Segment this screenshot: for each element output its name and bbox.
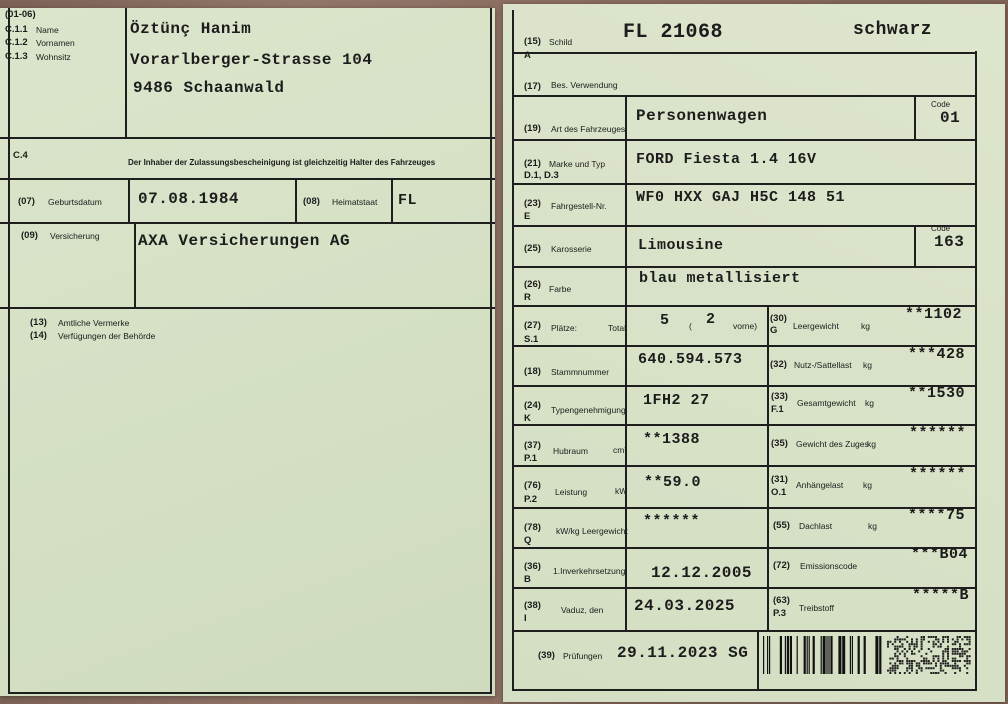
- field-label: Gewicht des Zuges: [796, 439, 869, 449]
- field-code: B: [524, 574, 531, 585]
- divider: [512, 465, 977, 467]
- field-code: (32): [770, 359, 787, 370]
- displacement-value: **1388: [643, 431, 701, 448]
- field-code: (24): [524, 400, 541, 411]
- field-label: Plätze:: [551, 323, 577, 333]
- field-code: (07): [18, 196, 35, 207]
- field-label: Heimatstaat: [332, 197, 378, 207]
- vin-value: WF0 HXX GAJ H5C 148 51: [636, 189, 846, 206]
- field-code: (13): [30, 317, 47, 328]
- divider: [914, 226, 916, 267]
- holder-street: Vorarlberger-Strasse 104: [130, 51, 373, 69]
- field-label: (: [689, 321, 692, 331]
- field-code: (72): [773, 560, 790, 571]
- field-label: Leistung: [555, 487, 588, 497]
- body-value: Limousine: [638, 237, 724, 254]
- unit-label: kg: [861, 321, 870, 331]
- divider: [512, 225, 977, 227]
- first-registration-value: 12.12.2005: [651, 564, 753, 582]
- home-state-value: FL: [398, 192, 418, 209]
- divider: [512, 424, 977, 426]
- field-code: (76): [524, 480, 541, 491]
- field-label: Prüfungen: [563, 651, 603, 661]
- trailer-load-value: ******: [909, 466, 967, 483]
- unit-label: kg: [863, 360, 872, 370]
- field-label: Wohnsitz: [36, 52, 71, 62]
- field-label: Hubraum: [553, 446, 588, 456]
- field-code: (18): [524, 366, 541, 377]
- divider: [8, 692, 490, 694]
- field-label: vorne): [733, 321, 758, 331]
- field-code: (14): [30, 330, 47, 341]
- divider: [512, 52, 977, 54]
- field-label: Bes. Verwendung: [551, 80, 618, 90]
- divider: [512, 547, 977, 549]
- issue-date-value: 24.03.2025: [634, 597, 736, 615]
- left-page: [0, 8, 495, 696]
- divider: [914, 96, 916, 140]
- field-code: (27): [524, 320, 541, 331]
- field-label: Karosserie: [551, 244, 592, 254]
- divider: [0, 178, 495, 180]
- field-code: (09): [21, 230, 38, 241]
- field-label: Geburtsdatum: [48, 197, 102, 207]
- divider: [0, 307, 495, 309]
- field-code: (39): [538, 650, 555, 661]
- divider: [512, 139, 977, 141]
- kw-per-kg-value: ******: [643, 513, 701, 530]
- field-label: Nutz-/Sattellast: [794, 360, 852, 370]
- plate-value: FL 21068: [623, 21, 724, 44]
- field-label: Gesamtgewicht: [797, 398, 856, 408]
- holder-name: Öztünç Hanim: [130, 20, 252, 38]
- fuel-value: *****B: [912, 587, 970, 604]
- field-code: C.1.1: [5, 24, 28, 35]
- field-label: Schild: [549, 37, 573, 47]
- make-model-value: FORD Fiesta 1.4 16V: [636, 151, 817, 168]
- holder-statement: Der Inhaber der Zulassungsbescheinigung ist gleichzeitig Halter des Fahrzeuges: [128, 158, 436, 167]
- field-label: kW/kg Leergewicht: [556, 526, 628, 536]
- field-code: G: [770, 325, 778, 336]
- field-label: Emissionscode: [800, 561, 858, 571]
- field-label: Verfügungen der Behörde: [58, 331, 156, 341]
- divider: [490, 8, 492, 694]
- code-label: Code: [931, 224, 951, 233]
- field-code: (25): [524, 243, 541, 254]
- divider: [512, 689, 977, 691]
- divider: [512, 183, 977, 185]
- field-code: (35): [771, 438, 788, 449]
- field-code: R: [524, 292, 531, 303]
- field-code: S.1: [524, 334, 539, 345]
- code-label: Code: [931, 100, 951, 109]
- divider: [757, 631, 759, 690]
- field-code: (38): [524, 600, 541, 611]
- field-code: F.1: [771, 404, 784, 415]
- divider: [0, 222, 495, 224]
- field-label: Amtliche Vermerke: [58, 318, 130, 328]
- field-code: (15): [524, 36, 541, 47]
- divider: [767, 306, 769, 631]
- field-code: P.2: [524, 494, 538, 505]
- field-code: D.1, D.3: [524, 170, 559, 181]
- unit-label: cm³: [613, 445, 628, 455]
- divider: [512, 95, 977, 97]
- field-label: Versicherung: [50, 231, 100, 241]
- birthdate-value: 07.08.1984: [138, 190, 240, 208]
- type-approval-value: 1FH2 27: [643, 392, 710, 409]
- field-code: (19): [524, 123, 541, 134]
- field-label: Leergewicht: [793, 321, 839, 331]
- field-code: A: [524, 50, 531, 61]
- color-value: blau metallisiert: [639, 270, 801, 287]
- unit-label: kg: [867, 439, 876, 449]
- field-label: Treibstoff: [799, 603, 834, 613]
- field-code: (26): [524, 279, 541, 290]
- field-label: Farbe: [549, 284, 572, 294]
- field-code: (01-06): [5, 9, 36, 20]
- field-label: Name: [36, 25, 59, 35]
- inspection-value: 29.11.2023 SG: [617, 644, 749, 662]
- field-code: (21): [524, 158, 541, 169]
- field-label: Typengenehmigung: [551, 405, 626, 415]
- field-code: K: [524, 413, 531, 424]
- field-code: P.1: [524, 453, 538, 464]
- unit-label: kg: [865, 398, 874, 408]
- field-label: Vaduz, den: [561, 605, 604, 615]
- field-code: C.1.2: [5, 37, 28, 48]
- vehicle-type-code: 01: [940, 109, 961, 127]
- right-page: [503, 4, 1005, 702]
- field-code: I: [524, 613, 527, 624]
- divider: [975, 51, 977, 690]
- train-weight-value: ******: [909, 425, 967, 442]
- divider: [0, 137, 495, 139]
- divider: [128, 179, 130, 223]
- unit-label: kg: [863, 480, 872, 490]
- body-code: 163: [934, 233, 965, 251]
- insurance-value: AXA Versicherungen AG: [138, 232, 351, 250]
- field-code: (33): [771, 391, 788, 402]
- field-code: (31): [771, 474, 788, 485]
- field-code: (37): [524, 440, 541, 451]
- field-code: (30): [770, 313, 787, 324]
- field-label: Dachlast: [799, 521, 833, 531]
- field-code: (23): [524, 198, 541, 209]
- master-number-value: 640.594.573: [638, 351, 743, 368]
- roof-load-value: ****75: [908, 507, 966, 524]
- field-code: (08): [303, 196, 320, 207]
- seats-total-value: 5: [660, 312, 670, 329]
- plate-color-value: schwarz: [853, 20, 933, 40]
- emission-code-value: ***B04: [911, 546, 969, 563]
- divider: [512, 266, 977, 268]
- power-value: **59.0: [644, 474, 702, 491]
- divider: [512, 587, 977, 589]
- vehicle-type-value: Personenwagen: [636, 107, 768, 125]
- unit-label: kW: [615, 486, 628, 496]
- field-code: (78): [524, 522, 541, 533]
- gross-weight-value: **1530: [908, 385, 966, 402]
- field-code: (63): [773, 595, 790, 606]
- field-label: 1.Inverkehrsetzung: [553, 566, 626, 576]
- field-label: Fahrgestell-Nr.: [551, 201, 607, 211]
- divider: [391, 179, 393, 223]
- seats-front-value: 2: [706, 311, 716, 328]
- field-code: (55): [773, 520, 790, 531]
- field-label: Total: [608, 323, 626, 333]
- field-label: Vornamen: [36, 38, 75, 48]
- barcode: [761, 632, 971, 676]
- field-code: (36): [524, 561, 541, 572]
- field-code: (17): [524, 81, 541, 92]
- field-label: Stammnummer: [551, 367, 610, 377]
- holder-city: 9486 Schaanwald: [133, 79, 285, 97]
- field-label: Art des Fahrzeuges: [551, 124, 626, 134]
- empty-weight-value: **1102: [905, 306, 963, 323]
- field-label: Anhängelast: [796, 480, 844, 490]
- field-code: E: [524, 211, 531, 222]
- divider: [134, 223, 136, 308]
- field-code: C.1.3: [5, 51, 28, 62]
- divider: [295, 179, 297, 223]
- payload-value: ***428: [908, 346, 966, 363]
- divider: [125, 8, 127, 138]
- field-code: C.4: [13, 150, 28, 161]
- unit-label: kg: [868, 521, 877, 531]
- field-code: P.3: [773, 608, 787, 619]
- divider: [8, 8, 10, 694]
- divider: [625, 96, 627, 631]
- field-code: O.1: [771, 487, 787, 498]
- field-code: Q: [524, 535, 532, 546]
- field-label: Marke und Typ: [549, 159, 606, 169]
